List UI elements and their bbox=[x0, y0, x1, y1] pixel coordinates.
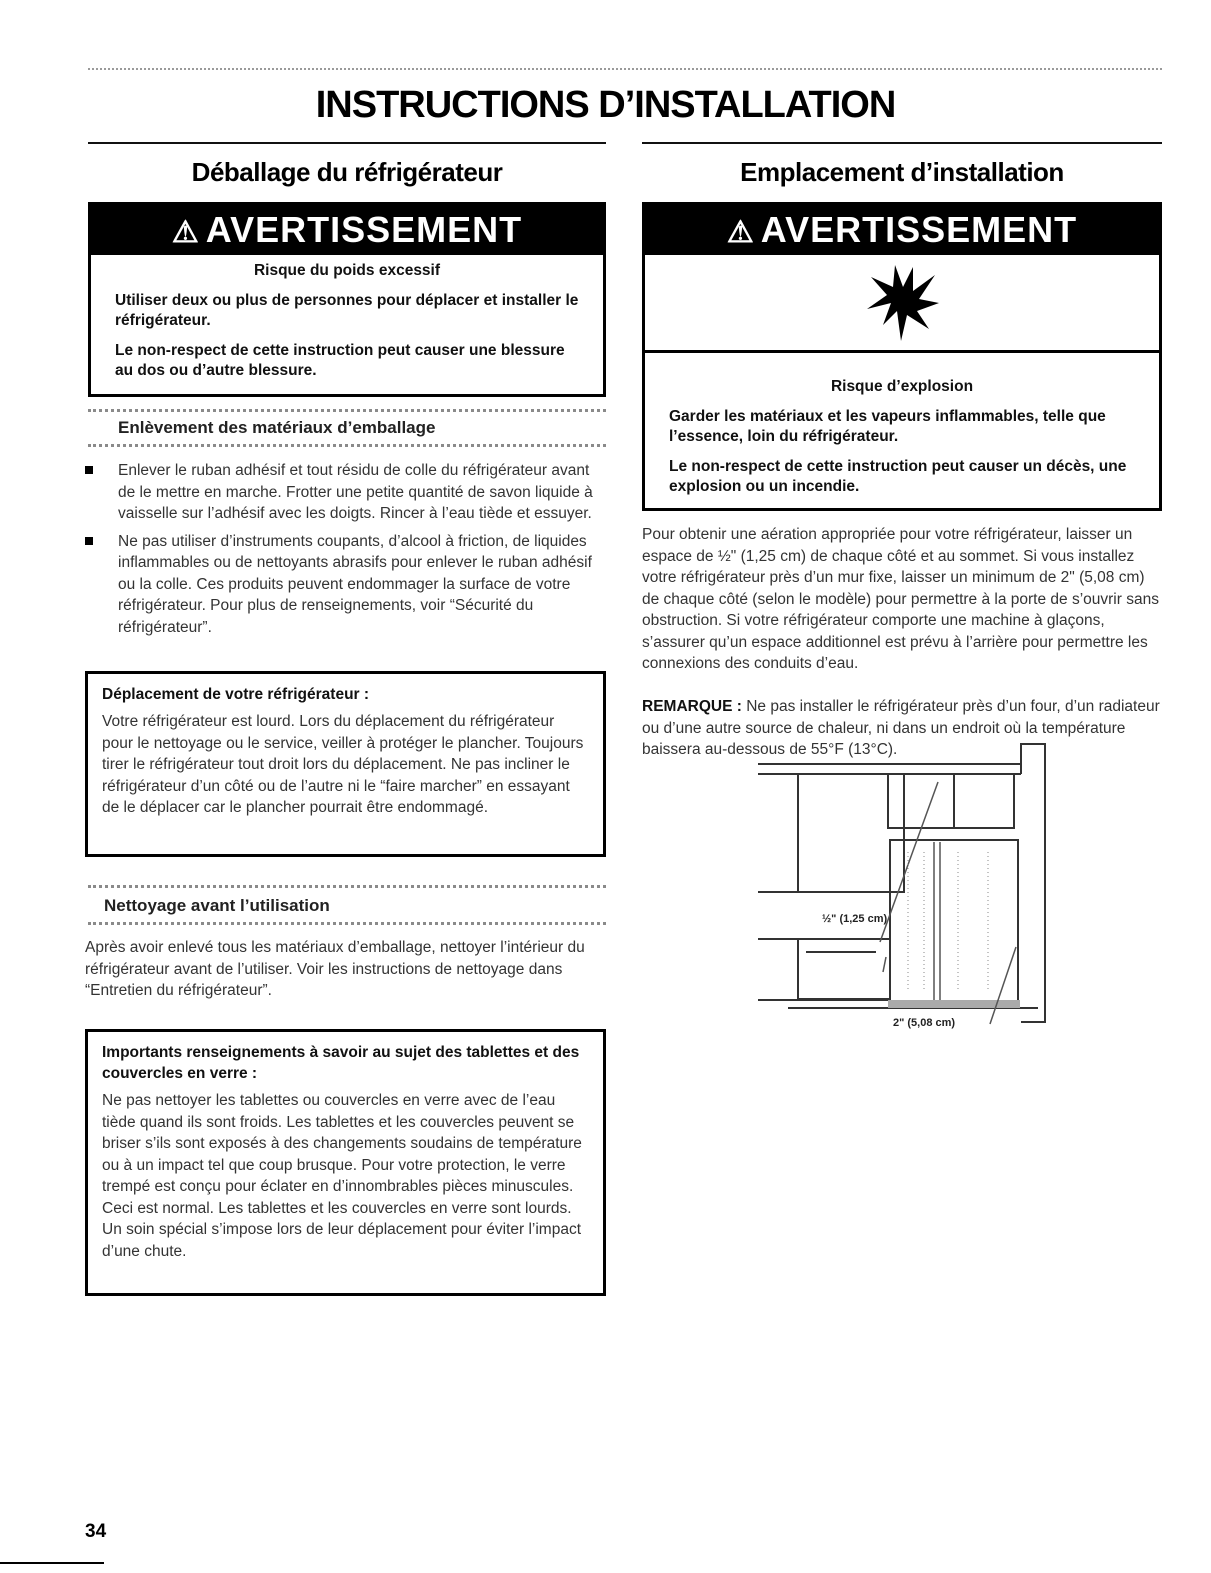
right-column-rule bbox=[642, 142, 1162, 144]
glass-info-box bbox=[85, 1029, 606, 1296]
hazard-title: Risque du poids excessif bbox=[253, 262, 441, 279]
bullet-square-icon bbox=[85, 466, 93, 474]
top-dotted-rule bbox=[88, 68, 1162, 70]
page-number: 34 bbox=[85, 1521, 107, 1542]
warning-instruction: Garder les matériaux et les vapeurs inflammables, telle que l’essence, loin du réfrigérateur. bbox=[669, 408, 1106, 445]
cleaning-text: Après avoir enlevé tous les matériaux d’emballage, nettoyer l’intérieur du réfrigérateur avant de l’utiliser. Voir les instructions de nettoyage dans “Entretien du réfrigérateur”. bbox=[85, 939, 585, 999]
dotted-rule bbox=[88, 885, 606, 888]
moving-box-text: Votre réfrigérateur est lourd. Lors du déplacement du réfrigérateur pour le nettoyage ou le service, veiller à protéger le plancher. Toujours tirer le réfrigérateur tout droit lors du déplacement. Ne pas incliner le réfrigérateur d’un côté ou de l’autre ni le “faire marcher” en essayant de le déplacer car le plancher pourrait être endommagé. bbox=[102, 713, 584, 816]
clearance-half-inch-label: ½" (1,25 cm) bbox=[822, 913, 888, 925]
hazard-title: Risque d’explosion bbox=[830, 378, 974, 395]
glass-box-text: Ne pas nettoyer les tablettes ou couvercles en verre avec de l’eau tiède quand ils sont froids. Les tablettes et les couvercles peuvent se briser s’ils sont exposés à des changements soudains de température ou à un impact tel que coup brusque. Pour votre protection, le verre trempé est conçu pour éclater en d’innombrables pièces minuscules. Ceci est normal. Les tablettes et les couvercles en verre sont lourds. Un soin spécial s’impose lors de leur déplacement pour éviter l’impact d’une chute. bbox=[102, 1092, 582, 1260]
dotted-rule bbox=[88, 922, 606, 925]
left-column-rule bbox=[88, 142, 606, 144]
list-item: Ne pas utiliser d’instruments coupants, d’alcool à friction, de liquides inflammables ou de nettoyants abrasifs pour enlever le ruban adhésif ou la colle. Ces produits peuvent endommager la surface de votre réfrigérateur. Pour plus de renseignements, voir “Sécurité du réfrigérateur”. bbox=[85, 531, 605, 639]
clearance-two-inch-label: 2" (5,08 cm) bbox=[893, 1017, 956, 1029]
note-label: REMARQUE : bbox=[642, 698, 742, 715]
moving-box-title: Déplacement de votre réfrigérateur : bbox=[102, 686, 370, 703]
moving-info-box bbox=[85, 671, 606, 857]
explosion-hazard-area bbox=[645, 255, 1159, 353]
dotted-rule bbox=[88, 409, 606, 412]
warning-consequence: Le non-respect de cette instruction peut causer une blessure au dos ou d’autre blessure. bbox=[115, 342, 565, 379]
warning-banner bbox=[91, 205, 603, 255]
list-item: Enlever le ruban adhésif et tout résidu de colle du réfrigérateur avant de le mettre en marche. Frotter une petite quantité de savon liquide à vaisselle sur l’adhésif avec les doigts. Rincer à l’eau tiède et essuyer. bbox=[85, 460, 605, 525]
bullet-square-icon bbox=[85, 537, 93, 545]
dotted-rule bbox=[88, 444, 606, 447]
warning-banner bbox=[645, 205, 1159, 255]
warning-consequence: Le non-respect de cette instruction peut causer un décès, une explosion ou un incendie. bbox=[669, 458, 1127, 495]
warning-triangle-icon: ⚠ bbox=[726, 216, 755, 249]
glass-box-title: Importants renseignements à savoir au sujet des tablettes et des couvercles en verre : bbox=[102, 1044, 580, 1082]
packing-list bbox=[85, 460, 605, 644]
packing-subheading: Enlèvement des matériaux d’emballage bbox=[118, 418, 436, 437]
right-warning-box bbox=[642, 202, 1162, 511]
right-section-heading: Emplacement d’installation bbox=[740, 157, 1064, 187]
left-warning-box bbox=[88, 202, 606, 397]
warning-instruction: Utiliser deux ou plus de personnes pour déplacer et installer le réfrigérateur. bbox=[115, 292, 579, 329]
note-text: Ne pas installer le réfrigérateur près d’un four, d’un radiateur ou d’une autre source de chaleur, ni dans un endroit où la température baissera au-dessous de 55°F (13°C). bbox=[642, 698, 1160, 758]
cleaning-subheading: Nettoyage avant l’utilisation bbox=[104, 896, 330, 915]
page-title: INSTRUCTIONS D’INSTALLATION bbox=[315, 84, 896, 126]
left-section-heading: Déballage du réfrigérateur bbox=[191, 157, 503, 187]
warning-triangle-icon: ⚠ bbox=[171, 216, 200, 249]
warning-label: AVERTISSEMENT bbox=[205, 209, 523, 250]
warning-label: AVERTISSEMENT bbox=[760, 209, 1078, 250]
footer-rule bbox=[0, 1562, 104, 1564]
refrigerator-icon bbox=[890, 840, 1018, 1002]
installation-diagram bbox=[758, 742, 1054, 1032]
location-text: Pour obtenir une aération appropriée pour votre réfrigérateur, laisser un espace de ½" (1,25 cm) de chaque côté et au sommet. Si vous installez votre réfrigérateur près d’un mur fixe, laisser un minimum de 2" (5,08 cm) de chaque côté (selon le modèle) pour permettre à la porte de s’ouvrir sans obstruction. Si votre réfrigérateur comporte une machine à glaçons, s’assurer qu’un espace additionnel est prévu à l’arrière pour permettre les connexions des conduits d’eau. bbox=[642, 526, 1159, 672]
explosion-icon bbox=[861, 263, 941, 343]
